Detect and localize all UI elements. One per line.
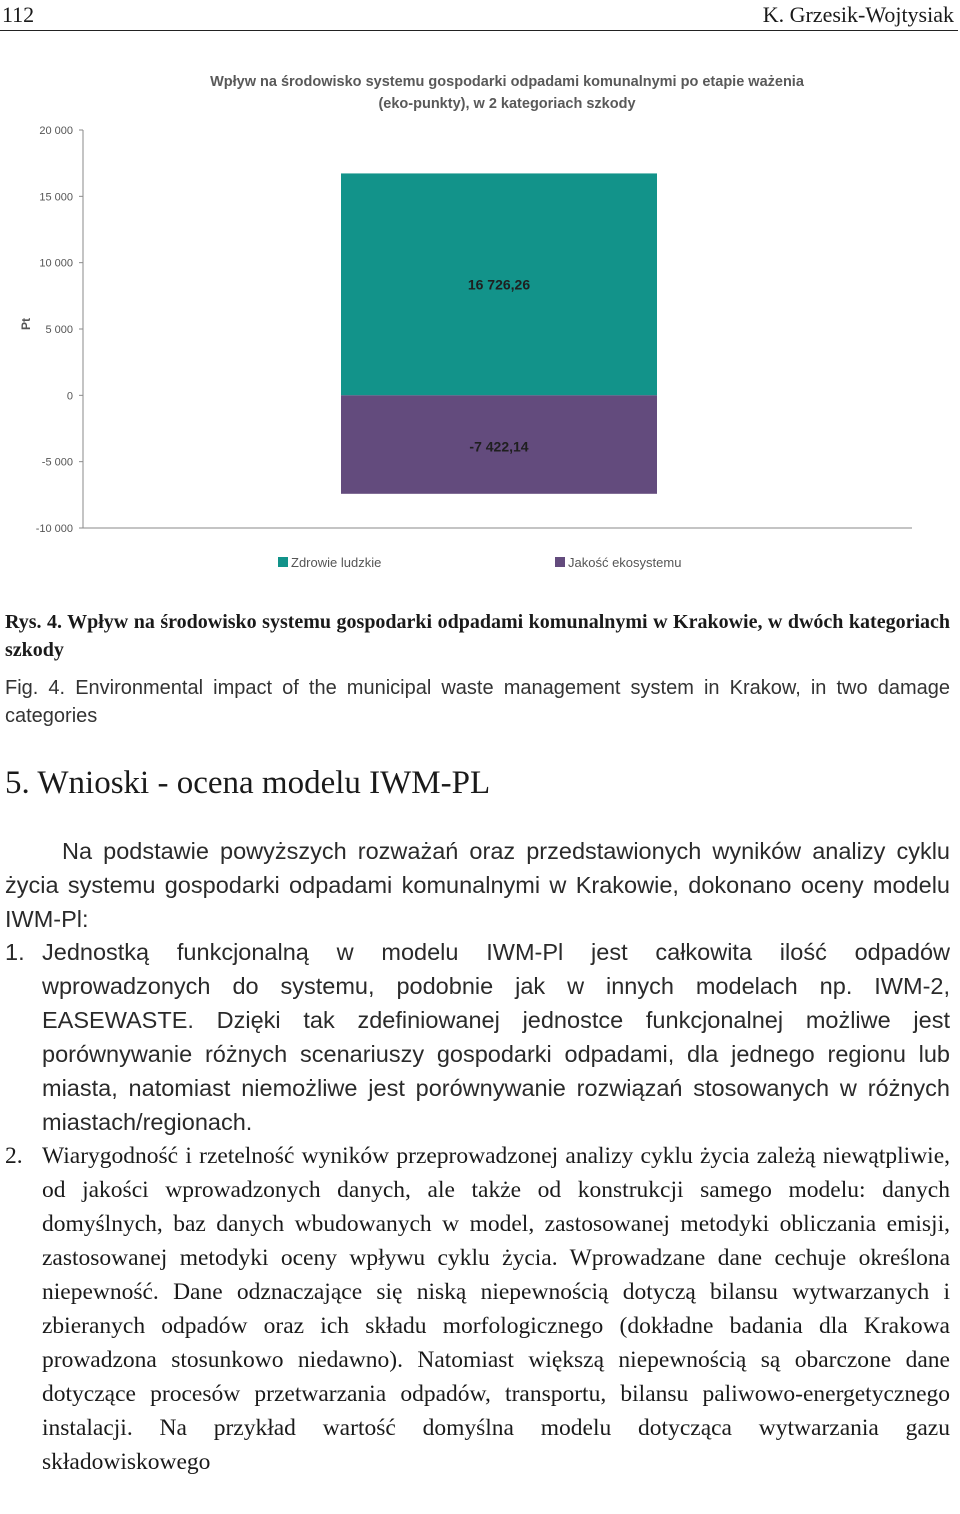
page-number: 112 xyxy=(2,2,35,27)
y-tick-label: 10 000 xyxy=(39,257,73,270)
list-item-text: Wiarygodność i rzetelność wyników przeprowadzonej analizy cyklu życia zależą niewątpliwie, od jakości wprowadzonych danych, ale także od konstrukcji samego modelu: danych domyślnych, baz danych wbudowanych w model, zastosowanej metodyki obliczania emisji, zastosowanej metodyki oceny wpływu cyklu życia. Wprowadzane dane cechuje określona niepewność. Dane odznaczające się niską niepewnością dotyczą bilansu wytwarzanych i zbieranych odpadów oraz ich składu morfologicznego (dokładne badania dla Krakowa prowadzona stosunkowo niedawno). Natomiast większą niepewnością są obarczone dane dotyczące procesów przetwarzania odpadów, transportu, bilansu paliwowo-energetycznego instalacji. Na przykład wartość domyślna modelu dotycząca wytwarzania gazu składowiskowego xyxy=(42,1143,950,1475)
y-axis-label: Pt xyxy=(19,318,33,330)
legend-swatch xyxy=(278,557,288,567)
figure-caption-pl: Rys. 4. Wpływ na środowisko systemu gospodarki odpadami komunalnymi w Krakowie, w dwóch kategoriach szkody xyxy=(5,611,950,661)
list-item xyxy=(5,935,950,1139)
y-axis-ticks xyxy=(36,125,83,535)
chart-title-line2: (eko-punkty), w 2 kategoriach szkody xyxy=(378,96,636,112)
y-tick-label: 20 000 xyxy=(39,125,73,137)
chart-title-line1: Wpływ na środowisko systemu gospodarki odpadami komunalnymi po etapie ważenia xyxy=(210,74,804,90)
y-tick-label: 5 000 xyxy=(45,324,73,336)
legend-label: Jakość ekosystemu xyxy=(568,555,682,570)
conclusions-list xyxy=(5,935,950,1479)
running-author: K. Grzesik-Wojtysiak xyxy=(762,2,954,27)
figure-caption-en: Fig. 4. Environmental impact of the municipal waste management system in Krakow, in two damage categories xyxy=(5,677,950,727)
y-tick-label: -5 000 xyxy=(41,456,73,469)
section-intro: Na podstawie powyższych rozważań oraz przedstawionych wyników analizy cyklu życia systemu gospodarki odpadami komunalnymi w Krakowie, dokonano oceny modelu IWM-Pl: xyxy=(5,838,950,932)
bar-data-label: -7 422,14 xyxy=(469,438,529,455)
y-tick-label: 15 000 xyxy=(39,191,73,204)
y-tick-label: 0 xyxy=(66,390,73,403)
bars xyxy=(341,173,657,493)
list-item-number: 2. xyxy=(5,1143,23,1169)
legend-label: Zdrowie ludzkie xyxy=(291,555,382,570)
chart-legend xyxy=(278,555,681,570)
list-item xyxy=(5,1139,950,1479)
bar-data-label: 16 726,26 xyxy=(467,276,531,293)
list-item-text: Jednostką funkcjonalną w modelu IWM-Pl jest całkowita ilość odpadów wprowadzonych do systemu, podobnie jak w innych modelach np. IWM-2, EASEWASTE. Dzięki tak zdefiniowanej jednostce funkcjonalnej możliwe jest porównywanie różnych scenariuszy gospodarki odpadami, dla jednego regionu lub miasta, natomiast niemożliwe jest porównywanie rozwiązań stosowanych w różnych miastach/regionach. xyxy=(42,939,950,1135)
section-title: 5. Wnioski - ocena modelu IWM-PL xyxy=(5,765,491,801)
list-item-number: 1. xyxy=(5,939,25,965)
y-tick-label: -10 000 xyxy=(35,523,73,535)
legend-swatch xyxy=(555,557,565,567)
figure-chart xyxy=(0,56,960,586)
page-header xyxy=(0,0,958,31)
